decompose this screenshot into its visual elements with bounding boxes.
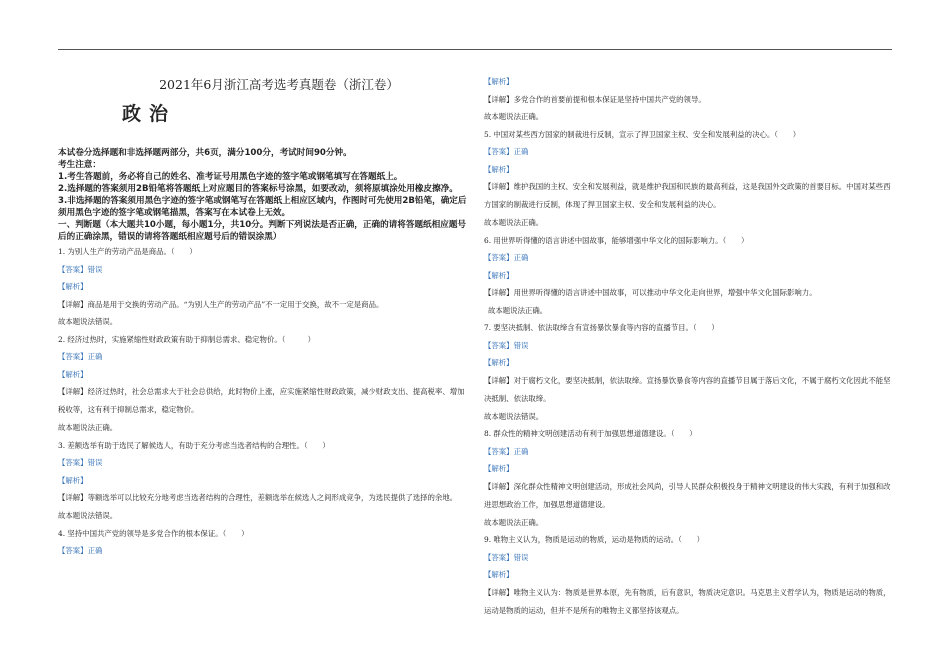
exam-instructions: [58, 147, 470, 243]
question-block-1: [58, 243, 470, 331]
question-text: 2. 经济过热时，实施紧缩性财政政策有助于抑制总需求、稳定物价。（ ）: [58, 334, 315, 344]
instruction-line: 本试卷分选择题和非选择题两部分，共6页，满分100分，考试时间90分钟。: [58, 148, 352, 158]
question-text: 9. 唯物主义认为，物质是运动的物质，运动是物质的运动。（ ）: [484, 535, 705, 544]
detail-text: 【详解】用世界听得懂的语言讲述中国故事，可以推动中华文化走向世界，增强中华文化国际影响力。: [484, 288, 817, 297]
right-column: [484, 73, 892, 620]
answer-label: 【答案】正确: [484, 446, 529, 456]
question-text: 5. 中国对某些西方国家的制裁进行反制，宣示了捍卫国家主权、安全和发展利益的决心。（ ）: [484, 129, 801, 139]
question-block-4: [58, 525, 470, 560]
detail-text: 【详解】深化群众性精神文明创建活动，形成社会风尚，引导人民群众积极投身于精神文明建设的伟大实践，有利于加强和改进思想政治工作，加强思想道德建设。: [484, 481, 891, 509]
question-block-6: [484, 232, 892, 320]
detail-text: 【详解】经济过热时，社会总需求大于社会总供给，此时物价上涨，应实施紧缩性财政政策，减少财政支出、提高税率、增加税收等，这有利于抑制总需求，稳定物价。: [58, 387, 465, 414]
analysis-label: 【解析】: [484, 270, 514, 280]
question-text: 8. 群众性的精神文明创建活动有利于加强思想道德建设。（ ）: [484, 429, 697, 438]
conclusion-text: 故本题说法正确。: [484, 218, 544, 227]
question-text: 7. 要坚决抵制、依法取缔含有宣扬暴饮暴食等内容的直播节目。（ ）: [484, 323, 719, 332]
question-block-9: [484, 531, 892, 620]
analysis-label: 【解析】: [484, 77, 514, 86]
analysis-label: 【解析】: [484, 164, 514, 174]
instruction-line: 考生注意：: [58, 160, 101, 170]
answer-label: 【答案】错误: [58, 458, 103, 467]
analysis-label: 【解析】: [58, 475, 88, 485]
analysis-label: 【解析】: [58, 369, 88, 379]
detail-text: 【详解】唯物主义认为：物质是世界本原，先有物质，后有意识，物质决定意识。马克思主义哲学认为，物质是运动的物质，运动是物质的运动，但并不是所有的唯物主义都坚持该观点。: [484, 587, 891, 615]
answer-label: 【答案】正确: [484, 147, 529, 156]
conclusion-text: 故本题说法错误。: [58, 317, 118, 326]
conclusion-text: 故本题说法错误。: [484, 411, 544, 421]
question-text: 3. 差额选举有助于选民了解候选人，有助于充分考虑当选者结构的合理性。（ ）: [58, 440, 330, 450]
detail-text: 【详解】维护我国的主权、安全和发展利益，就是维护我国和民族的最高利益，这是我国外交政策的首要目标。中国对某些西方国家的制裁进行反制，体现了捍卫国家主权、安全和发展利益的决心。: [484, 182, 891, 209]
question-text: 6. 用世界听得懂的语言讲述中国故事，能够增强中华文化的国际影响力。（ ）: [484, 235, 749, 245]
top-rule: [58, 49, 892, 50]
answer-label: 【答案】正确: [484, 253, 529, 262]
conclusion-text: 故本题说法正确。: [488, 305, 548, 315]
question-block-3: [58, 437, 470, 525]
answer-label: 【答案】错误: [58, 264, 103, 274]
section-heading: 一、判断题（本大题共10小题，每小题1分，共10分。判断下列说法是否正确，正确的请将答题纸相应题号后的正确涂黑，错误的请将答题纸相应题号后的错误涂黑）: [58, 220, 467, 242]
answer-label: 【答案】正确: [58, 546, 103, 555]
answer-label: 【答案】错误: [484, 340, 529, 350]
detail-text: 【详解】对于腐朽文化，要坚决抵制，依法取缔。宣扬暴饮暴食等内容的直播节目属于落后文化，不属于腐朽文化因此不能坚决抵制、依法取缔。: [484, 375, 891, 403]
analysis-label: 【解析】: [58, 282, 88, 291]
conclusion-text: 故本题说法错误。: [58, 511, 118, 520]
question-block-2: [58, 331, 470, 437]
instruction-line: 3.非选择题的答案须用黑色字迹的签字笔或钢笔写在答题纸上相应区域内，作图时可先使用2B铅笔，确定后须用黑色字迹的签字笔或钢笔描黑，答案写在本试卷上无效。: [58, 196, 467, 218]
conclusion-text: 故本题说法正确。: [58, 423, 118, 432]
exam-title: 2021年6月浙江高考选考真题卷（浙江卷）: [159, 77, 399, 92]
instruction-line: 1.考生答题前，务必将自己的姓名、准考证号用黑色字迹的签字笔或钢笔填写在答题纸上。: [58, 172, 403, 182]
question-block-5: [484, 126, 892, 232]
answer-label: 【答案】正确: [58, 352, 103, 361]
left-column: [58, 70, 470, 560]
instruction-line: 2.选择题的答案须用2B铅笔将答题纸上对应题目的答案标号涂黑，如要改动，须将原填涂处用橡皮擦净。: [58, 184, 458, 194]
detail-text: 【详解】等额选举可以比较充分地考虑当选者结构的合理性，差额选举在候选人之间形成竞争，为选民提供了选择的余地。: [58, 493, 458, 502]
subject-title: 政治: [122, 103, 177, 125]
analysis-label: 【解析】: [484, 358, 514, 367]
question-text: 1. 为别人生产的劳动产品是商品。（ ）: [58, 247, 197, 256]
question-block-7: [484, 319, 892, 425]
detail-text: 【详解】多党合作的首要前提和根本保证是坚持中国共产党的领导。: [484, 94, 706, 104]
question-block-8: [484, 425, 892, 531]
question-block-4-continued: [484, 73, 892, 126]
analysis-label: 【解析】: [484, 570, 514, 579]
question-text: 4. 坚持中国共产党的领导是多党合作的根本保证。（ ）: [58, 528, 249, 538]
analysis-label: 【解析】: [484, 464, 514, 473]
conclusion-text: 故本题说法正确。: [484, 112, 544, 121]
answer-label: 【答案】错误: [484, 552, 529, 562]
conclusion-text: 故本题说法正确。: [484, 517, 544, 527]
detail-text: 【详解】商品是用于交换的劳动产品。“为别人生产的劳动产品”不一定用于交换，故不一定是商品。: [58, 299, 384, 309]
